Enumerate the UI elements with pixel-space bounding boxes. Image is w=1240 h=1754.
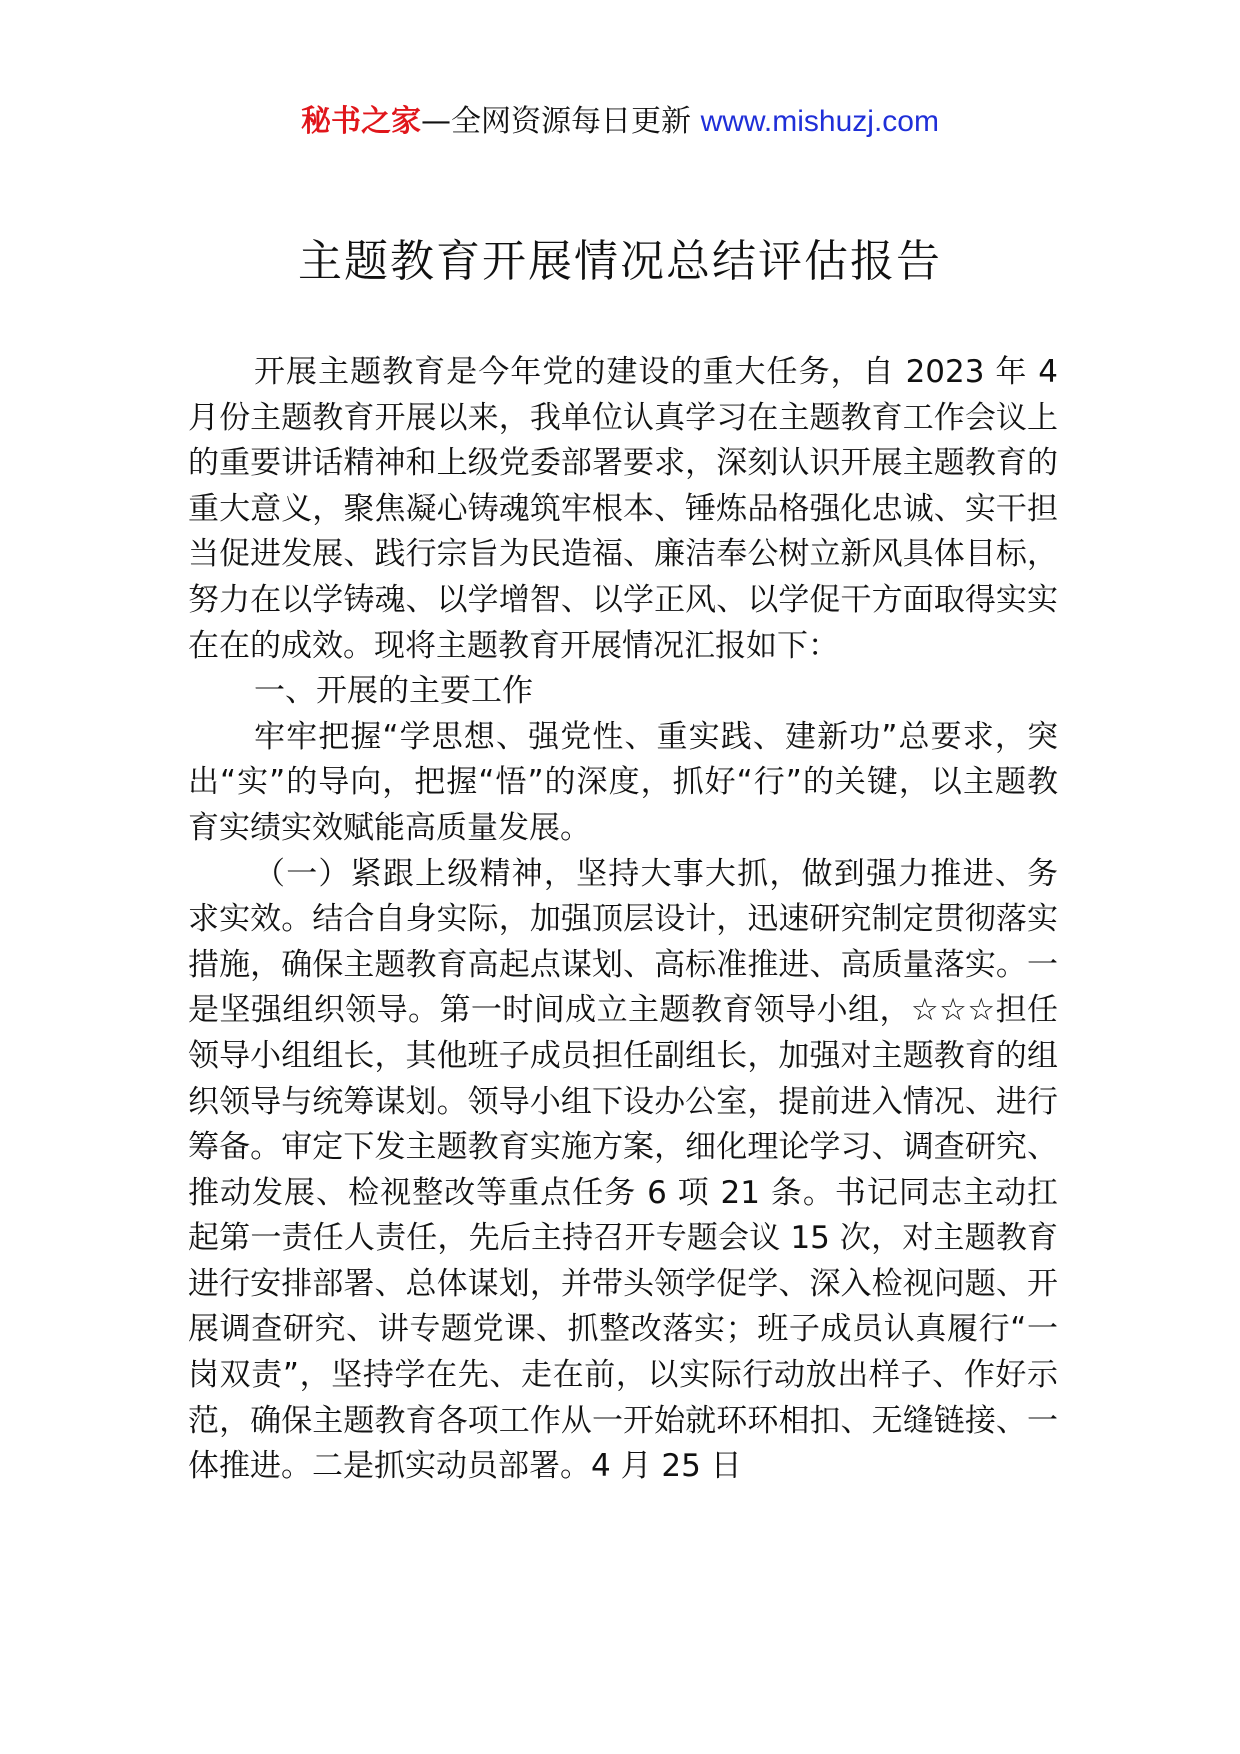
site-url-link[interactable]: www.mishuzj.com: [700, 105, 939, 138]
overview-paragraph: 牢牢把握“学思想、强党性、重实践、建新功”总要求，突出“实”的导向，把握“悟”的深度，抓好“行”的关键，以主题教育实绩实效赋能高质量发展。: [188, 718, 1058, 846]
intro-paragraph: 开展主题教育是今年党的建设的重大任务，自 2023 年 4 月份主题教育开展以来，我单位认真学习在主题教育工作会议上的重要讲话精神和上级党委部署要求，深刻认识开展主题教育的重大意义，聚焦凝心铸魂筑牢根本、锤炼品格强化忠诚、实干担当促进发展、践行宗旨为民造福、廉洁奉公树立新风具体目标，努力在以学铸魂、以学增智、以学正风、以学促干方面取得实实在在的成效。现将主题教育开展情况汇报如下：: [188, 354, 1058, 664]
section-heading: 一、开展的主要工作: [254, 673, 533, 710]
site-header-banner: [0, 100, 1240, 144]
document-body: [188, 350, 1058, 1490]
site-tagline: —全网资源每日更新: [421, 104, 692, 139]
site-brand: 秘书之家: [301, 104, 422, 139]
subsection-paragraph: （一）紧跟上级精神，坚持大事大抓，做到强力推进、务求实效。结合自身实际，加强顶层设计，迅速研究制定贯彻落实措施，确保主题教育高起点谋划、高标准推进、高质量落实。一是坚强组织领导。第一时间成立主题教育领导小组，☆☆☆担任领导小组组长，其他班子成员担任副组长，加强对主题教育的组织领导与统筹谋划。领导小组下设办公室，提前进入情况、进行筹备。审定下发主题教育实施方案，细化理论学习、调查研究、推动发展、检视整改等重点任务 6 项 21 条。书记同志主动扛起第一责任人责任，先后主持召开专题会议 15 次，对主题教育进行安排部署、总体谋划，并带头领学促学、深入检视问题、开展调查研究、讲专题党课、抓整改落实；班子成员认真履行“一岗双责”，坚持学在先、走在前，以实际行动放出样子、作好示范，确保主题教育各项工作从一开始就环环相扣、无缝链接、一体推进。二是抓实动员部署。4 月 25 日: [188, 855, 1058, 1485]
document-title: 主题教育开展情况总结评估报告: [298, 236, 942, 287]
